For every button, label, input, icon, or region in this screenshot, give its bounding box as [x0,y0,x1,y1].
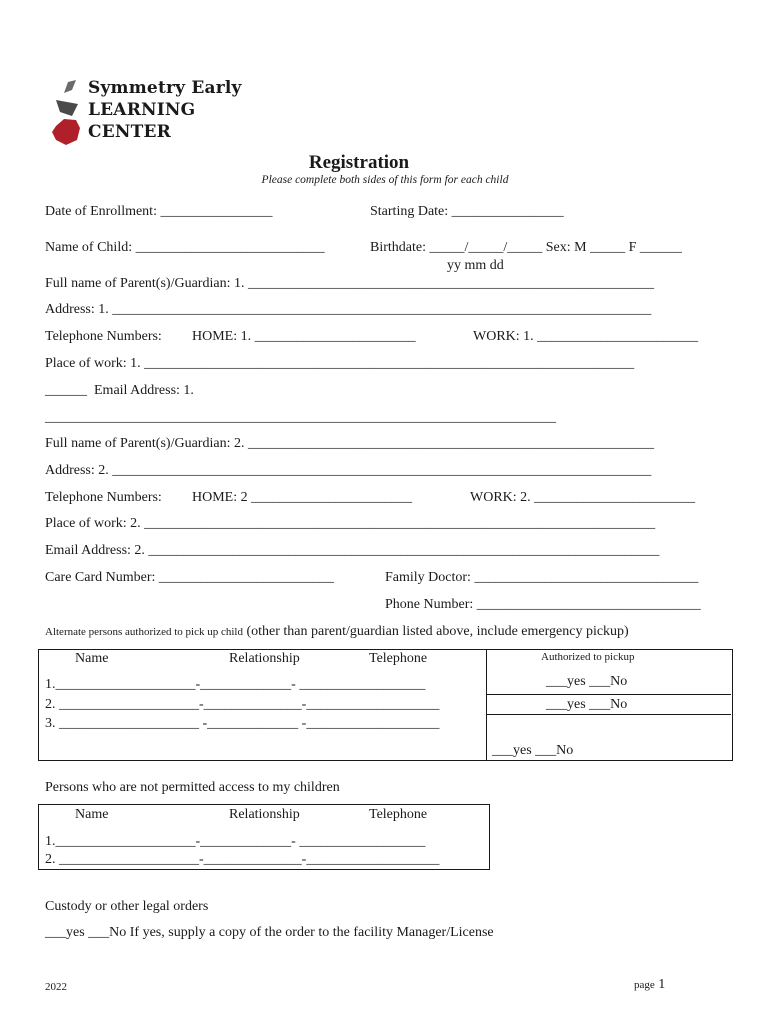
page-title: Registration [308,152,410,173]
logo-mark-icon [50,76,84,148]
alternate-table-row-divider-1 [486,694,731,695]
alternate-yes-no-3[interactable]: ___yes ___No [492,743,574,758]
alternate-heading-rest: (other than parent/guardian listed above, include emergency pickup) [246,624,629,639]
logo-line-1: Symmetry Early [88,78,242,98]
family-doctor-field[interactable]: Family Doctor: ________________________________ [385,570,699,585]
logo-leaf-top [64,80,76,93]
alternate-col-telephone: Telephone [369,651,428,666]
not-permitted-col-telephone: Telephone [369,807,428,822]
telephone-label-2: Telephone Numbers: [45,490,162,505]
footer-page-number: 1 [658,977,666,992]
place-of-work-2-field[interactable]: Place of work: 2. _________________________________________________________________________ [45,516,656,531]
alternate-col-name: Name [75,651,109,666]
parent1-name-field[interactable]: Full name of Parent(s)/Guardian: 1. __________________________________________________________ [45,276,654,291]
page-subtitle: Please complete both sides of this form for each child [261,174,509,186]
home-phone-2-field[interactable]: HOME: 2 _______________________ [192,490,413,505]
child-name-field[interactable]: Name of Child: ___________________________ [45,240,325,255]
email-1-field[interactable]: _________________________________________________________________________ [45,410,556,425]
telephone-label-1: Telephone Numbers: [45,329,162,344]
email-1-label: Email Address: 1. [94,383,194,398]
alternate-col-relationship: Relationship [229,651,300,666]
date-of-enrollment-field[interactable]: Date of Enrollment: ________________ [45,204,273,219]
logo-apple [52,119,80,145]
place-of-work-1-field[interactable]: Place of work: 1. ______________________________________________________________________ [45,356,635,371]
logo-line-3: CENTER [88,122,171,142]
not-permitted-row-2[interactable]: 2. ____________________-______________-___________________ [45,852,440,867]
alternate-table-row-divider-2 [486,714,731,715]
alternate-yes-no-2[interactable]: ___yes ___No [546,697,628,712]
not-permitted-col-name: Name [75,807,109,822]
custody-yes-no[interactable]: ___yes ___No If yes, supply a copy of the order to the facility Manager/License [45,925,494,940]
alternate-row-1[interactable]: 1.____________________-_____________- __________________ [45,677,426,692]
not-permitted-row-1[interactable]: 1.____________________-_____________- __________________ [45,834,426,849]
not-permitted-col-relationship: Relationship [229,807,300,822]
parent2-name-field[interactable]: Full name of Parent(s)/Guardian: 2. __________________________________________________________ [45,436,654,451]
home-phone-1-field[interactable]: HOME: 1. _______________________ [192,329,416,344]
footer-year: 2022 [45,981,67,993]
footer-page [634,978,665,992]
work-phone-1-field[interactable]: WORK: 1. _______________________ [473,329,699,344]
custody-heading: Custody or other legal orders [45,899,209,914]
parent1-address-field[interactable]: Address: 1. _____________________________________________________________________________ [45,302,652,317]
care-card-field[interactable]: Care Card Number: _________________________ [45,570,334,585]
alternate-yes-no-1[interactable]: ___yes ___No [546,674,628,689]
logo-leaf-middle [56,100,78,116]
email-2-field[interactable]: Email Address: 2. _________________________________________________________________________ [45,543,660,558]
alternate-table-divider [486,649,487,760]
starting-date-field[interactable]: Starting Date: ________________ [370,204,564,219]
logo-line-2: LEARNING [88,100,196,120]
alternate-col-authorized: Authorized to pickup [541,651,635,663]
date-format-hint: yy mm dd [447,258,504,273]
logo [50,76,250,148]
doctor-phone-field[interactable]: Phone Number: ________________________________ [385,597,701,612]
alternate-row-3[interactable]: 3. ____________________ -_____________ -___________________ [45,716,440,731]
birthdate-sex-field[interactable]: Birthdate: _____/_____/_____ Sex: M _____ F ______ [370,240,682,255]
work-phone-2-field[interactable]: WORK: 2. _______________________ [470,490,696,505]
not-permitted-heading: Persons who are not permitted access to my children [45,780,340,795]
alternate-heading [45,625,629,639]
footer-page-label: page [634,979,655,991]
email-1-prefix: ______ [45,383,87,398]
alternate-row-2[interactable]: 2. ____________________-______________-___________________ [45,697,440,712]
parent2-address-field[interactable]: Address: 2. _____________________________________________________________________________ [45,463,652,478]
alternate-heading-small: Alternate persons authorized to pick up child [45,626,243,638]
